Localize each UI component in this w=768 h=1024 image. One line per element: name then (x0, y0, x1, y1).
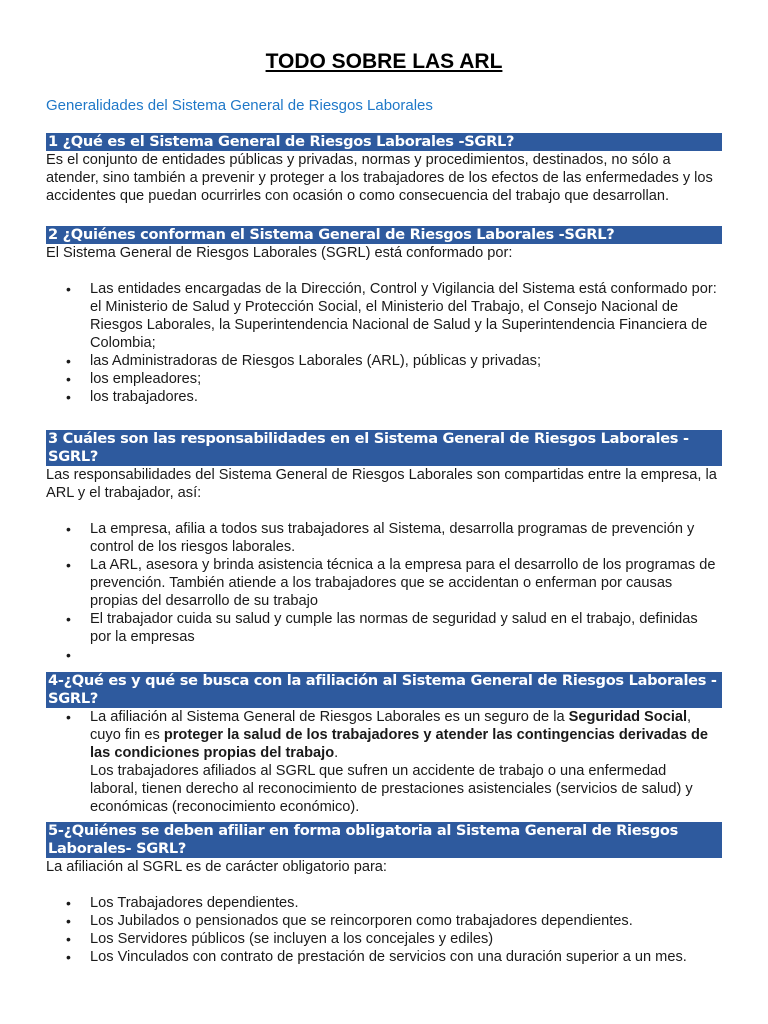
section-5-list (46, 894, 722, 966)
list-item: • las Administradoras de Riesgos Laborales (ARL), públicas y privadas; (66, 353, 542, 369)
section-4 (46, 672, 722, 816)
section-5-text: La afiliación al SGRL es de carácter obligatorio para: (46, 859, 387, 875)
list-item: • los trabajadores. (66, 389, 198, 405)
list-item: • Los Vinculados con contrato de prestación de servicios con una duración superior a un mes. (66, 949, 687, 965)
list-item: • El trabajador cuida su salud y cumple las normas de seguridad y salud en el trabajo, definidas por la empresas (66, 611, 698, 645)
section-4-list (46, 708, 722, 816)
list-item: • La afiliación al Sistema General de Riesgos Laborales es un seguro de la Seguridad Social, cuyo fin es proteger la salud de los trabajadores y atender las contingencias derivadas de las condiciones propias del trabajo. Los trabajadores afiliados al SGRL que sufren un accidente de trabajo o una enfermedad laboral, tienen derecho al reconocimiento de prestaciones asistenciales (servicios de salud) y económicas (reconocimiento económico). (66, 709, 709, 815)
section-3-heading: 3 Cuáles son las responsabilidades en el Sistema General de Riesgos Laborales -SGRL? (46, 430, 722, 466)
list-item: • Las entidades encargadas de la Dirección, Control y Vigilancia del Sistema está conformado por: el Ministerio de Salud y Protección Social, el Ministerio del Trabajo, el Consejo Nacional de Riesgos Laborales, la Superintendencia Nacional de Salud y la Superintendencia Financiera de Colombia; (66, 281, 717, 351)
section-2-text: El Sistema General de Riesgos Laborales (SGRL) está conformado por: (46, 245, 513, 261)
list-item: • La ARL, asesora y brinda asistencia técnica a la empresa para el desarrollo de los programas de prevención. También atiende a los trabajadores que se accidentan o enferman por causas propias del desarrollo de su trabajo (66, 557, 716, 609)
list-item: • Los Trabajadores dependientes. (66, 895, 299, 911)
list-item: • Los Jubilados o pensionados que se reincorporen como trabajadores dependientes. (66, 913, 633, 929)
section-1 (46, 133, 722, 205)
page-title: TODO SOBRE LAS ARL (265, 50, 503, 73)
section-2-list (46, 280, 722, 406)
section-4-heading: 4-¿Qué es y qué se busca con la afiliación al Sistema General de Riesgos Laborales - SGRL? (46, 672, 722, 708)
list-item: • La empresa, afilia a todos sus trabajadores al Sistema, desarrolla programas de prevención y control de los riesgos laborales. (66, 521, 695, 555)
section-5-heading: 5-¿Quiénes se deben afiliar en forma obligatoria al Sistema General de Riesgos Laborales- SGRL? (46, 822, 722, 858)
section-2 (46, 226, 722, 406)
section-5 (46, 822, 722, 966)
section-2-heading: 2 ¿Quiénes conforman el Sistema General de Riesgos Laborales -SGRL? (46, 226, 722, 244)
list-item: • los empleadores; (66, 371, 202, 387)
section-1-heading: 1 ¿Qué es el Sistema General de Riesgos Laborales -SGRL? (46, 133, 722, 151)
section-1-text: Es el conjunto de entidades públicas y privadas, normas y procedimientos, destinados, no sólo a atender, sino también a prevenir y proteger a los trabajadores de los efectos de las enfermedades y los accidentes que puedan ocurrirles con ocasión o como consecuencia del trabajo que desarrollan. (46, 152, 713, 204)
list-item: • Los Servidores públicos (se incluyen a los concejales y ediles) (66, 931, 494, 947)
section-3-text: Las responsabilidades del Sistema General de Riesgos Laborales son compartidas entre la empresa, la ARL y el trabajador, así: (46, 467, 717, 501)
section-3-list (46, 520, 722, 664)
list-item: • (66, 647, 71, 663)
subtitle: Generalidades del Sistema General de Riesgos Laborales (46, 97, 433, 114)
section-3 (46, 430, 722, 664)
